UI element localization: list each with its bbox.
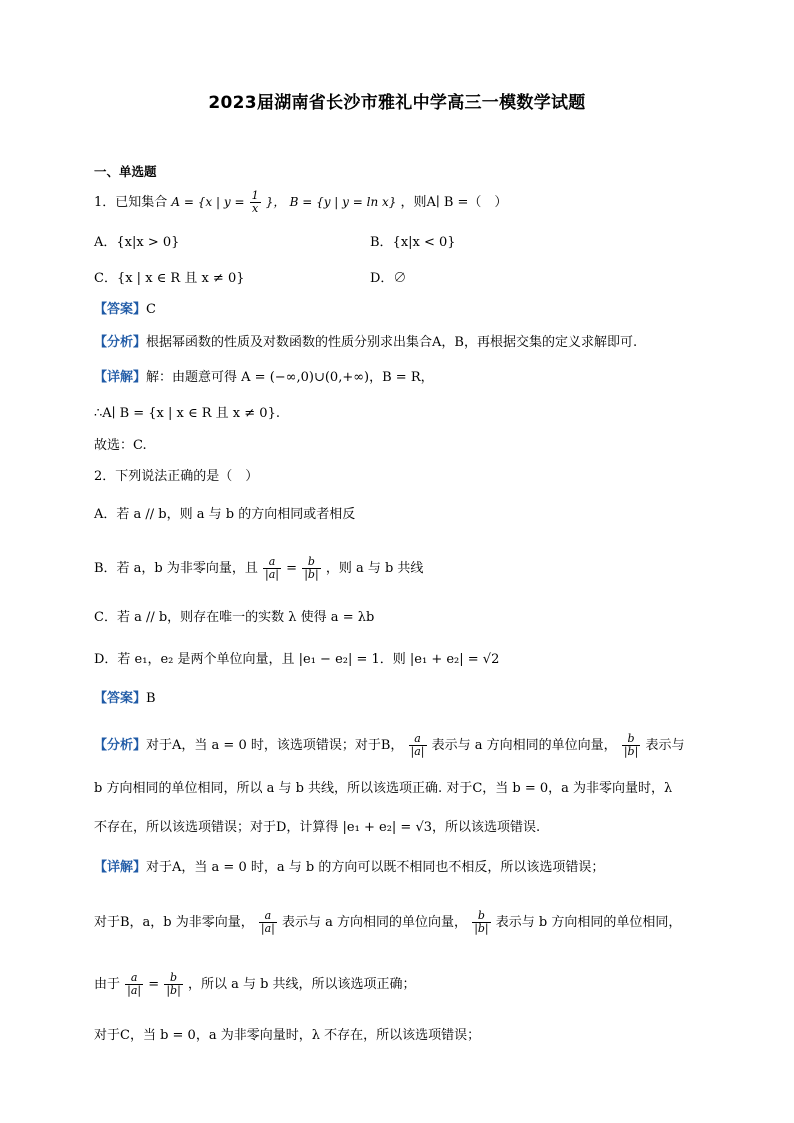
q1-set-b: B = {y | y = ln x} <box>289 195 397 209</box>
unit-vector-a-fraction <box>125 972 143 997</box>
fraction-denominator: |b| <box>474 922 489 935</box>
fraction-numerator: a <box>263 556 281 569</box>
q1-detail-text: 解：由题意可得 A = (−∞,0)∪(0,+∞)，B = R， <box>146 370 434 385</box>
q1-stem <box>94 190 734 215</box>
q2-detail-text: ，所以 a 与 b 共线，所以该选项正确； <box>187 977 416 992</box>
q2-detail-line-3 <box>94 972 734 997</box>
q1-conclusion: 故选：C. <box>94 438 147 453</box>
q2-option-c: C．若 a // b，则存在唯一的实数 λ 使得 a = λb <box>94 610 375 625</box>
q1-option-a: A．{x|x > 0} <box>94 235 180 250</box>
q1-stem-post: ，则A∣ B =（ ） <box>400 195 508 210</box>
q1-detail-tag: 【详解】 <box>94 370 147 385</box>
fraction-numerator: a <box>125 972 143 985</box>
q2-option-a: A．若 a // b，则 a 与 b 的方向相同或者相反 <box>94 507 356 522</box>
q1-answer <box>94 300 734 320</box>
fraction-numerator: b <box>472 910 490 923</box>
q2-detail-text: 由于 <box>94 977 121 992</box>
q2-option-b-fraction-a <box>263 556 281 581</box>
q2-detail-line-4: 对于C，当 b = 0，a 为非零向量时，λ 不存在，所以该选项错误； <box>94 1028 481 1043</box>
q1-answer-value: C <box>146 302 156 317</box>
fraction-denominator: |b| <box>304 568 319 581</box>
q1-options-row-1 <box>94 233 734 253</box>
q2-answer-tag: 【答案】 <box>94 691 147 706</box>
fraction-numerator: a <box>409 733 427 746</box>
fraction-numerator: b <box>622 733 640 746</box>
q1-options-row-2 <box>94 269 734 289</box>
fraction-denominator: |a| <box>265 568 280 581</box>
fraction-denominator: |a| <box>260 922 275 935</box>
q1-detail <box>94 368 734 388</box>
q2-detail-line-1 <box>94 858 734 878</box>
q1-set-a-fraction <box>250 190 261 215</box>
q1-detail-line-2: ∴A∣ B = {x | x ∈ R 且 x ≠ 0}. <box>94 406 280 421</box>
q2-detail-tag: 【详解】 <box>94 860 147 875</box>
q2-analysis-line-1 <box>94 733 734 758</box>
q2-analysis-text: 表示与 a 方向相同的单位向量， <box>431 738 617 753</box>
q2-option-b <box>94 556 734 581</box>
q2-detail-text: 表示与 b 方向相同的单位相同， <box>495 915 682 930</box>
q1-set-a-post: }， <box>265 195 286 209</box>
q2-detail-text: 对于B，a，b 为非零向量， <box>94 915 254 930</box>
unit-vector-a-fraction <box>409 733 427 758</box>
section-heading: 一、单选题 <box>94 164 157 179</box>
q2-option-b-fraction-b <box>302 556 320 581</box>
unit-vector-b-fraction <box>472 910 490 935</box>
q2-analysis-line-2: b 方向相同的单位相同，所以 a 与 b 共线，所以该选项正确. 对于C，当 b = 0，a 为非零向量时，λ <box>94 781 673 796</box>
equals-sign: = <box>148 977 160 992</box>
unit-vector-a-fraction <box>259 910 277 935</box>
q1-analysis-text: 根据幂函数的性质及对数函数的性质分别求出集合A，B，再根据交集的定义求解即可. <box>146 335 638 350</box>
page-title: 2023届湖南省长沙市雅礼中学高三一模数学试题 <box>208 93 586 113</box>
q1-set-a-denominator: x <box>252 202 259 215</box>
q2-option-d: D．若 e₁，e₂ 是两个单位向量，且 |e₁ − e₂| = 1．则 |e₁ + e₂| = √2 <box>94 652 500 667</box>
q1-set-a-numerator: 1 <box>251 189 259 202</box>
q2-detail-text: 表示与 a 方向相同的单位向量， <box>282 915 468 930</box>
fraction-denominator: |a| <box>127 984 142 997</box>
fraction-numerator: b <box>164 972 182 985</box>
unit-vector-b-fraction <box>164 972 182 997</box>
q2-detail-line-2 <box>94 910 734 935</box>
q1-stem-pre: 1．已知集合 <box>94 195 168 210</box>
q2-answer-value: B <box>146 691 156 706</box>
q1-option-b: B．{x|x < 0} <box>370 235 456 250</box>
q2-analysis-text: 表示与 <box>645 738 685 753</box>
q1-analysis-tag: 【分析】 <box>94 335 147 350</box>
fraction-denominator: |a| <box>410 745 425 758</box>
unit-vector-b-fraction <box>622 733 640 758</box>
fraction-denominator: |b| <box>623 745 639 758</box>
q1-set-a-pre: A = {x | y = <box>171 195 245 209</box>
q2-option-b-pre: B．若 a，b 为非零向量，且 <box>94 561 258 576</box>
q2-option-b-post: ，则 a 与 b 共线 <box>325 561 424 576</box>
q1-analysis <box>94 333 734 353</box>
q2-analysis-text: 对于A，当 a = 0 时，该选项错误；对于B， <box>146 738 404 753</box>
fraction-numerator: b <box>302 556 320 569</box>
q2-stem: 2．下列说法正确的是（ ） <box>94 469 259 484</box>
q1-option-d: D．∅ <box>370 271 407 286</box>
fraction-numerator: a <box>259 910 277 923</box>
q2-detail-text: 对于A，当 a = 0 时，a 与 b 的方向可以既不相同也不相反，所以该选项错误； <box>146 860 605 875</box>
q2-analysis-tag: 【分析】 <box>94 738 147 753</box>
fraction-denominator: |b| <box>166 984 181 997</box>
equals-sign: = <box>286 561 298 576</box>
q2-answer <box>94 689 734 709</box>
q1-answer-tag: 【答案】 <box>94 302 147 317</box>
q2-analysis-line-3: 不存在，所以该选项错误；对于D，计算得 |e₁ + e₂| = √3，所以该选项错误. <box>94 820 541 835</box>
q1-option-c: C．{x | x ∈ R 且 x ≠ 0} <box>94 271 245 286</box>
